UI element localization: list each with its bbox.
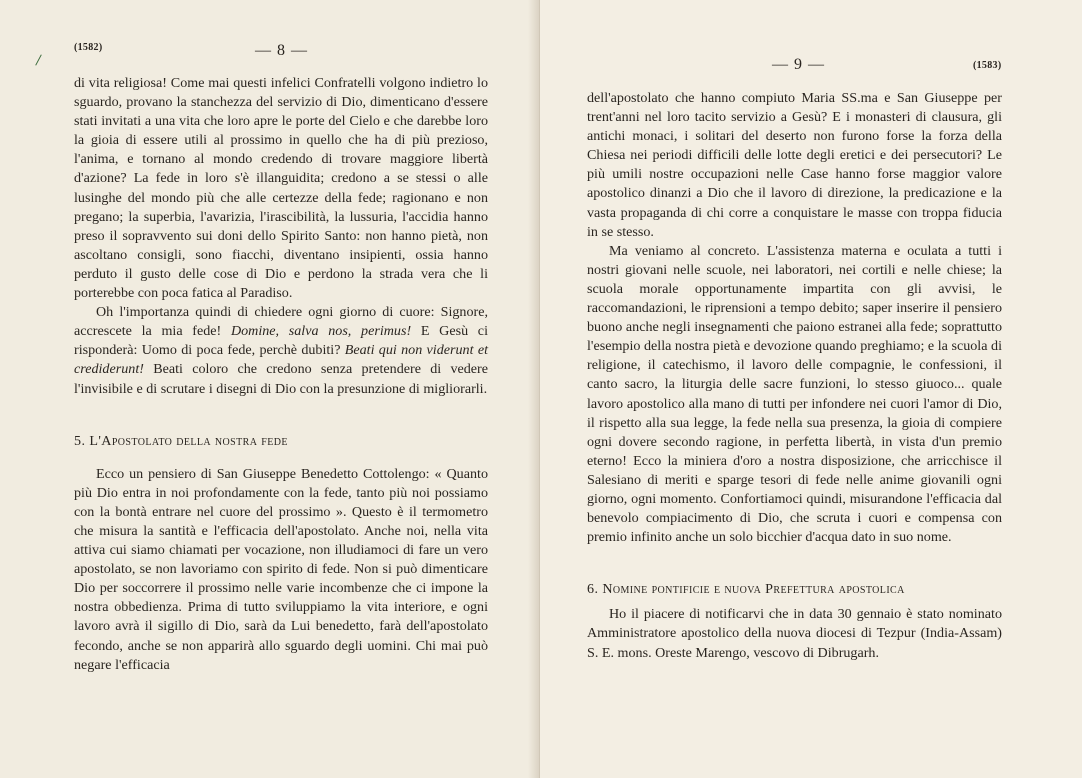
- right-page-number: — 9 —: [772, 56, 825, 73]
- right-page: [540, 0, 1082, 778]
- margin-pencil-mark: [35, 54, 42, 65]
- right-text-column: [587, 89, 1002, 663]
- section-5-title: postolato della nostra fede: [111, 432, 288, 449]
- section-6-title-part-1: omine pontificie e nuova: [612, 581, 766, 598]
- latin-quote-2: Beati qui non viderunt et crediderunt!: [74, 342, 488, 378]
- section-5-number: 5.: [74, 432, 86, 449]
- section-6-initial: N: [602, 581, 613, 598]
- section-6-number: 6.: [587, 581, 599, 598]
- section-5-heading: [74, 432, 488, 451]
- right-page-signature: (1583): [973, 60, 1002, 71]
- left-paragraph-1: di vita religiosa! Come mai questi infelici Confratelli volgono indietro lo sguardo, provano la stanchezza del servizio di Dio, dimenticano d'essere stati invitati a una vita che loro apre le porte del Cielo e che darebbe loro la gioia di essere utili al prossimo in quello che ha di più prezioso, l'anima, e tornano al mondo credendo di trovare maggiore libertà d'azione? La fede in loro s'è illanguidita; credono a se stessi o alle lusinghe del mondo più che alle certezze della fede; ragionano e non pregano; la superbia, l'avarizia, l'irascibilità, la lussuria, l'accidia hanno preso il sopravvento sui doni dello Spirito Santo: non hanno pietà, non ascoltano consigli, sono fiacchi, diventano insipienti, ossia hanno perduto il gusto delle cose di Dio e perdono la strada vera che li porterebbe con poca fatica al Paradiso.: [74, 75, 488, 302]
- left-paragraph-2-text-c: Beati coloro che credono senza pretendere di vedere l'invisibile e di scrutare i disegni di Dio con la presunzione di migliorarli.: [74, 361, 488, 397]
- latin-quote-1: Domine, salva nos, perimus!: [230, 323, 412, 340]
- left-text-column: [74, 74, 488, 675]
- left-page-number: — 8 —: [255, 42, 308, 59]
- left-paragraph-2-text-a: Oh l'importanza quindi di chiedere ogni giorno di cuore: Signore, accrescete la mia fede!: [74, 304, 488, 340]
- section-5-initial: L'A: [89, 432, 112, 449]
- left-page-signature: (1582): [74, 42, 103, 53]
- right-paragraph-2: Ma veniamo al concreto. L'assistenza materna e oculata a tutti i nostri giovani nelle scuole, nei laboratori, nei cortili e nelle chiese; la scuola morale opportunamente impartita con gli avvisi, le raccomandazioni, le riprensioni a tempo debito; saper inserire il pensiero buono anche negli insegnamenti che paiono estranei alla fede; soprattutto l'esempio della nostra pietà e devozione quando preghiamo; e la scuola di religione, il catechismo, il lavoro delle compagnie, le confessioni, il canto sacro, la liturgia delle sacre funzioni, lo stesso giuoco... quale lavoro apostolico alla mano di tutti per infondere nei cuori l'amor di Dio, il rispetto alla sua legge, la fede nella sua presenza, la gioia di compiere ogni dovere secondo ragione, in perfetta libertà, in vista d'un premio eterno! Ecco la miniera d'oro a nostra disposizione, che arricchisce il Salesiano di meriti e sparge tesori di fede nelle anime giovanili ogni giorno, ogni momento. Confortiamoci quindi, misurandone l'efficacia dal benevolo compiacimento di Dio, che scruta i cuori e compensa con premio infinito anche un solo bicchier d'acqua dato in suo nome.: [587, 242, 1002, 546]
- section-6-title-part-2: refettura apostolica: [773, 581, 905, 598]
- right-paragraph-1: dell'apostolato che hanno compiuto Maria SS.ma e San Giuseppe per trent'anni nel loro tacito servizio a Gesù? E i monasteri di clausura, gli antichi monaci, i solitari del deserto non furono forse la forza della Chiesa nei periodi difficili delle lotte degli eretici e dei persecutori? Le più umili nostre occupazioni nelle Case hanno forse maggior valore apostolico dinanzi a Dio che il lavoro di direzione, la predicazione e la vasta propaganda di chi corre a conquistare le masse con troppa fiducia in se stesso.: [587, 90, 1002, 240]
- section-6-initial-2: P: [765, 581, 774, 598]
- right-paragraph-3: Ho il piacere di notificarvi che in data 30 gennaio è stato nominato Amministratore apostolico della nuova diocesi di Tezpur (India-Assam) S. E. mons. Oreste Marengo, vescovo di Dibrugarh.: [587, 606, 1002, 661]
- left-paragraph-3: Ecco un pensiero di San Giuseppe Benedetto Cottolengo: « Quanto più Dio entra in noi profondamente con la fede, tanto più noi possiamo con la bontà entrare nel cuore del prossimo ». Questo è il termometro che misura la santità e l'efficacia dell'apostolato. Anche noi, nella vita attiva cui siamo chiamati per vocazione, non illudiamoci di fare un vero apostolato, se non lavoriamo con spirito di fede. Non si può dimenticare Dio per soccorrere il prossimo nelle varie incombenze che ci impone la nostra obbedienza. Prima di tutto sviluppiamo la vita interiore, e ogni lavoro avrà il sigillo di Dio, sarà da Lui benedetto, farà dell'apostolato fecondo, anche se non apparirà allo sguardo degli uomini. Chi mai può negare l'efficacia: [74, 465, 488, 673]
- section-6-heading: [587, 580, 1002, 599]
- left-paragraph-2: [74, 303, 488, 398]
- left-page: [0, 0, 540, 778]
- left-paragraph-2-text-b: E Gesù ci risponderà: Uomo di poca fede, perchè dubiti?: [74, 323, 488, 359]
